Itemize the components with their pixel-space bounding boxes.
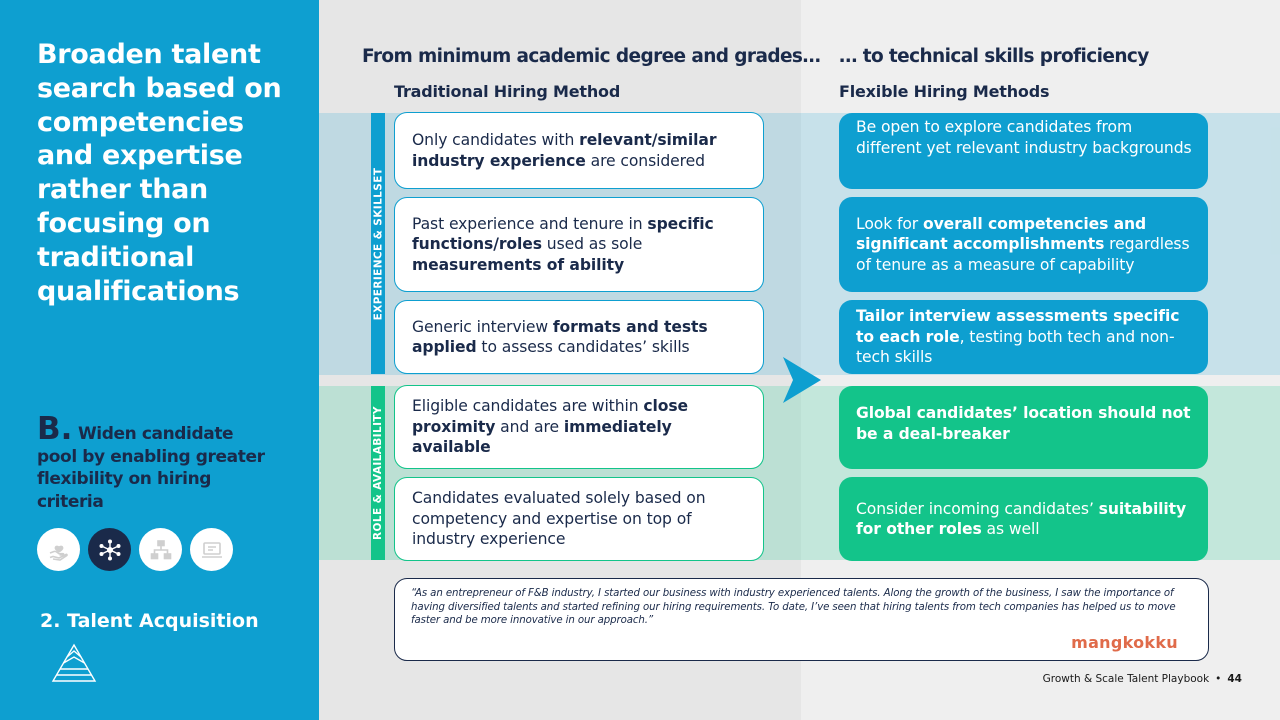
flowchart-icon[interactable]: [139, 528, 182, 571]
flexible-card-3: [839, 300, 1208, 374]
flexible-subheading: Flexible Hiring Methods: [839, 82, 1050, 101]
text-run: Consider incoming candidates’: [856, 499, 1099, 518]
text-run: Candidates evaluated solely based on competency and expertise on top of industry experience: [412, 489, 706, 549]
card-text: [856, 117, 1194, 158]
section-heading: [37, 411, 277, 513]
text-run: Past experience and tenure in: [412, 214, 648, 233]
role-category-label: ROLE & AVAILABILITY: [372, 406, 384, 540]
experience-category-label-wrap: [371, 113, 385, 374]
card-text: [412, 317, 749, 358]
text-run: as well: [981, 520, 1040, 538]
network-icon[interactable]: [88, 528, 131, 571]
text-run: Only candidates with: [412, 131, 580, 149]
text-run: regardless of tenure as a measure of capability: [856, 235, 1190, 274]
traditional-subheading: Traditional Hiring Method: [394, 82, 621, 101]
traditional-heading: From minimum academic degree and grades…: [362, 46, 821, 67]
section-text: Widen candidate pool by enabling greater flexibility on hiring criteria: [37, 424, 265, 512]
card-text: [856, 306, 1194, 368]
bold-text-run: formats and tests applied: [412, 317, 708, 356]
traditional-card-2: [394, 197, 764, 292]
card-text: [856, 403, 1194, 444]
bold-text-run: immediately available: [412, 417, 672, 457]
text-run: Look for: [856, 214, 923, 233]
text-run: , testing both tech and non-tech skills: [856, 327, 1175, 367]
testimonial-quote: [394, 578, 1209, 661]
page-footer: [1043, 673, 1242, 685]
bold-text-run: specific functions/roles: [412, 214, 714, 254]
text-run: and are: [495, 417, 564, 436]
card-text: [412, 130, 749, 171]
card-text: [856, 214, 1194, 276]
mountain-logo-icon: [51, 643, 97, 687]
flexible-card-4: [839, 386, 1208, 469]
section-subtitle: 2. Talent Acquisition: [40, 610, 259, 632]
section-icon-row: [37, 528, 233, 571]
flexible-heading: … to technical skills proficiency: [839, 46, 1149, 67]
card-text: [412, 396, 749, 458]
laptop-icon[interactable]: [190, 528, 233, 571]
transition-arrow-icon: [783, 357, 821, 407]
bold-text-run: suitability for other roles: [856, 499, 1187, 538]
quote-text: “As an entrepreneur of F&B industry, I started our business with industry experienced talents. Along the growth of the business, I saw the importance of having diversified talents and started refining our hiring requirements. To date, I’ve seen that hiring talents from tech companies has helped us to move faster and be more innovative in our approach.”: [411, 588, 1176, 627]
bold-text-run: measurements of ability: [412, 255, 625, 274]
traditional-card-4: [394, 385, 764, 469]
flexible-card-2: [839, 197, 1208, 292]
role-category-label-wrap: [371, 386, 385, 560]
text-run: Eligible candidates are within: [412, 397, 644, 416]
text-run: Generic interview: [412, 317, 553, 336]
text-run: used as sole: [541, 235, 643, 254]
traditional-card-1: [394, 112, 764, 189]
sidebar: [0, 0, 319, 720]
bold-text-run: overall competencies and significant accomplishments: [856, 214, 1147, 254]
traditional-card-5: [394, 477, 764, 561]
page-number: 44: [1227, 673, 1242, 685]
experience-category-label: EXPERIENCE & SKILLSET: [372, 167, 384, 320]
text-run: Be open to explore candidates from different yet relevant industry backgrounds: [856, 118, 1192, 157]
main-title: Broaden talent search based on competencies and expertise rather than focusing on traditional qualifications: [37, 39, 282, 307]
text-run: to assess candidates’ skills: [476, 338, 690, 356]
bold-text-run: relevant/similar industry experience: [412, 131, 717, 170]
card-text: [412, 214, 749, 276]
flexible-card-5: [839, 477, 1208, 561]
traditional-card-3: [394, 300, 764, 374]
bold-text-run: Global candidates’ location should not be a deal-breaker: [856, 404, 1191, 443]
section-letter: B.: [37, 411, 73, 447]
card-text: [412, 488, 749, 550]
flexible-card-1: [839, 113, 1208, 189]
footer-separator: •: [1215, 673, 1222, 685]
card-text: [856, 499, 1194, 540]
text-run: are considered: [585, 151, 705, 170]
playbook-title: Growth & Scale Talent Playbook: [1042, 673, 1210, 685]
bold-text-run: close proximity: [412, 397, 689, 436]
bold-text-run: Tailor interview assessments specific to each role: [856, 307, 1180, 346]
hand-heart-icon[interactable]: [37, 528, 80, 571]
brand-logo: mangkokku: [1071, 633, 1178, 652]
